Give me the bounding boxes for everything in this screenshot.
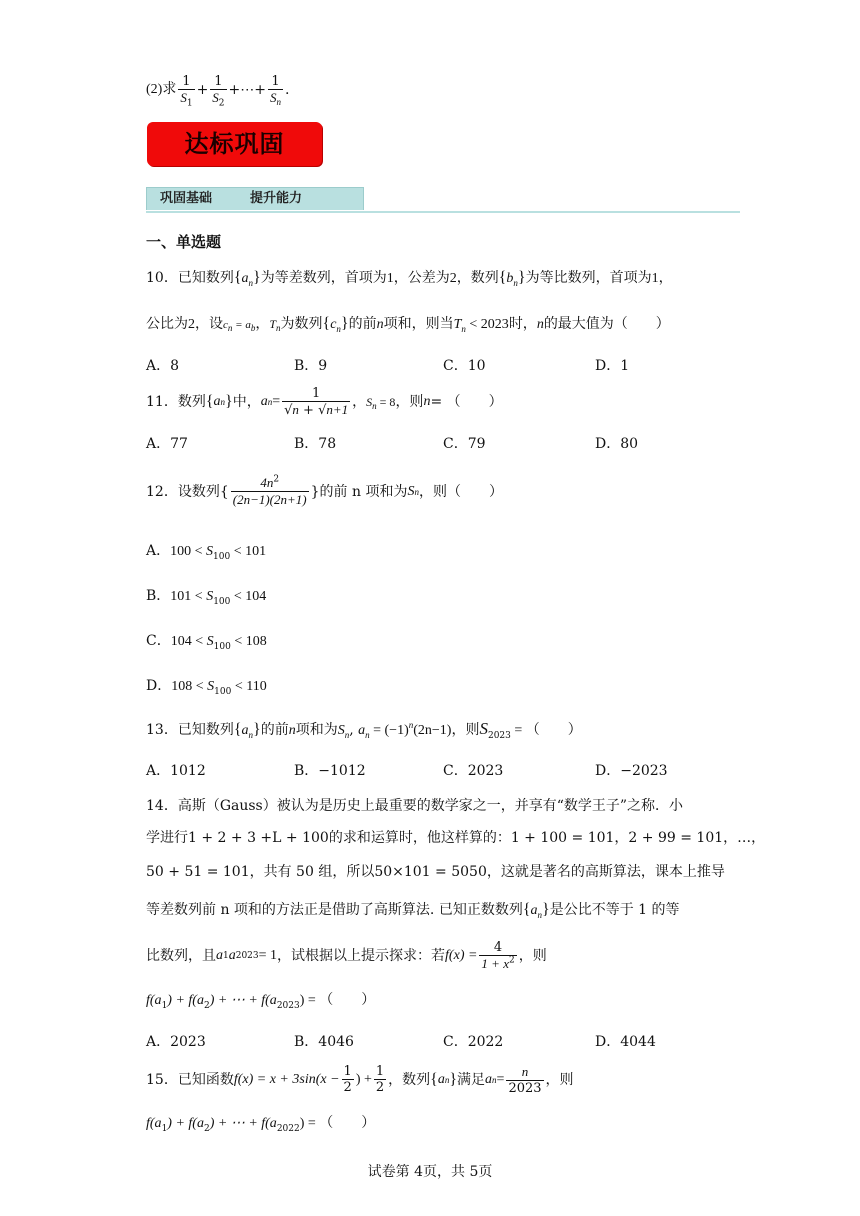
option-a: A．1012 [146,763,206,779]
question-14-line-3: 50 + 51 = 101，共有 50 组，所以50×101 = 5050，这就是著名的高斯算法，课本上推导 [146,864,725,880]
question-13: 13．已知数列$\{a_n\}$的前n项和为$S_n$, $a_n = (-1)^n(2n-1)$，则$S_{2023}$ = （ ） [146,719,582,741]
option-d: D．4044 [595,1034,656,1050]
frac-den: $S_n$ [270,89,281,108]
question-15-line-2: $f(a_1) + f(a_2)$ + ⋯ + $f(a_{2022})$ = （ ） [146,1116,376,1134]
fraction-1-over-s1 [178,74,194,107]
option-a: A．$100 < S_{100} < 101$ [146,543,267,562]
section-banner [147,122,322,166]
banner-title: 达标巩固 [184,130,285,158]
option-d: D．1 [595,358,630,374]
option-b: B．$101 < S_{100} < 104$ [146,588,267,607]
question-11: 11． 数列 { a n } 中， a n = $\frac{1}{√n + √n+1}$ ， $S_n = 8$ ，则 n = （ ） [146,385,503,418]
option-d: D．−2023 [595,763,668,779]
fraction-4-over-1-plus-x2: $\frac{4}{1 + x^2}$ [481,939,515,971]
question-number: 10． [146,270,178,286]
fraction-half: $\frac{1}{2}$ [375,1064,385,1095]
option-a: A．8 [146,358,180,374]
page-footer: 试卷第 4页，共 5页 [367,1164,493,1180]
option-c: C．$104 < S_{100} < 108$ [146,633,267,652]
option-c: C．79 [443,436,486,452]
option-c: C．10 [443,358,486,374]
tab-advanced: 提升能力 [250,191,303,206]
option-c: C．2022 [443,1034,504,1050]
option-b: B．9 [294,358,328,374]
fraction-4n2: $\frac{4n^2}{(2n-1)(2n+1)}$ [232,474,307,507]
prev-prefix: (2)求 [146,82,177,97]
ellipsis-sum: +⋯+ [228,82,266,98]
plus-sign: + [196,82,209,98]
option-b: B．4046 [294,1034,354,1050]
option-d: D．$108 < S_{100} < 110$ [146,678,267,697]
fraction-1-over-sn [268,74,283,107]
option-a: A．2023 [146,1034,206,1050]
text: 已知数列 [177,270,234,286]
level-tab-bar [146,187,364,210]
option-d: D．80 [595,436,639,452]
frac-den: $S_2$ [212,89,225,109]
prev-end: . [285,82,290,98]
question-12: 12． 设数列{ $\frac{4n^2}{(2n-1)(2n+1)}$ }的前 n 项和为 S n ，则（ ） [146,474,503,507]
question-10-line-1: 10．已知数列$\{a_n\}$为等差数列，首项为1，公差为2，数列$\{b_n\}$为等比数列，首项为1， [146,269,673,288]
question-15-line-1: 15． 已知函数 f(x) = x + 3sin(x − $\frac{1}{2}$ ) + $\frac{1}{2}$ ，数列 { a n } 满足 a n = $\frac{n}{2023}$ ，则 [146,1063,574,1096]
fraction-half: $\frac{1}{2}$ [343,1064,352,1095]
question-14-line-4: 等差数列前 n 项和的方法正是借助了高斯算法. 已知正数数列$\{a_n\}$是公比不等于 1 的等 [146,901,680,920]
frac-num: 1 [271,73,280,89]
option-b: B．−1012 [294,763,366,779]
fraction-sqrt: $\frac{1}{√n + √n+1}$ [284,385,349,418]
tab-basic: 巩固基础 [160,191,213,206]
question-10-line-2: 公比为2，设$c_n = a_b$，$T_n$为数列$\{c_n\}$的前n项和，则当$T_n < 2023$时，n的最大值为（ ） [146,315,670,334]
option-b: B．78 [294,436,337,452]
option-c: C．2023 [443,763,504,779]
question-14-line-2: 学进行1 + 2 + 3 +L + 100的求和运算时，他这样算的：1 + 100 = 101，2 + 99 = 101，…， [146,830,766,846]
question-14-line-1: 14．高斯（Gauss）被认为是历史上最重要的数学家之一，并享有“数学王子”之称．小 [146,798,684,814]
frac-num: 1 [214,73,223,89]
frac-den: $S_1$ [180,89,193,109]
fraction-n-over-2023: $\frac{n}{2023}$ [508,1063,542,1096]
fraction-1-over-s2 [210,74,226,107]
option-a: A．77 [146,436,188,452]
question-14-line-5: 比数列，且 a 1 a 2023 = 1 ，试根据以上提示探求：若 f(x) = $\frac{4}{1 + x^2}$ ，则 [146,939,547,971]
prev-question-part [146,68,289,112]
question-14-line-6: $f(a_1) + f(a_2)$ + ⋯ + $f(a_{2023})$ = （ ） [146,993,376,1011]
section-title: 一、单选题 [146,233,222,251]
tab-underline [146,211,740,213]
frac-num: 1 [182,73,191,89]
